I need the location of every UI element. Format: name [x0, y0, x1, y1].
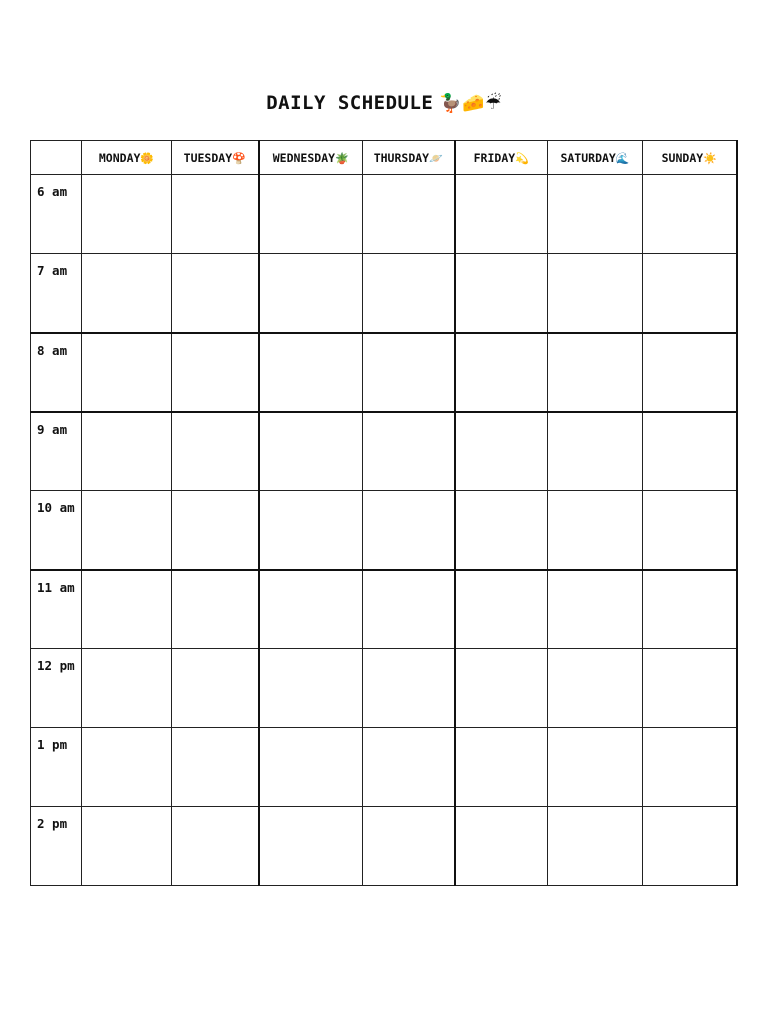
page-title [0, 92, 768, 114]
mushroom-icon: 🍄 [232, 151, 246, 165]
day-header-friday [455, 141, 548, 175]
schedule-cell[interactable] [455, 491, 548, 570]
title-emoji-icons: 🦆🧀☔ [439, 93, 502, 114]
time-row [31, 175, 737, 254]
schedule-cell[interactable] [172, 491, 259, 570]
day-header-sunday [643, 141, 737, 175]
title-text: DAILY SCHEDULE [266, 92, 434, 114]
schedule-cell[interactable] [548, 570, 643, 649]
time-label-cell: 9 am [31, 412, 82, 491]
schedule-cell[interactable] [259, 254, 363, 333]
schedule-cell[interactable] [643, 175, 737, 254]
time-label-cell: 6 am [31, 175, 82, 254]
time-row [31, 807, 737, 886]
schedule-cell[interactable] [172, 728, 259, 807]
time-label-cell: 7 am [31, 254, 82, 333]
schedule-cell[interactable] [172, 649, 259, 728]
schedule-cell[interactable] [363, 728, 455, 807]
schedule-cell[interactable] [548, 254, 643, 333]
sun-icon: ☀️ [703, 151, 717, 165]
schedule-cell[interactable] [82, 412, 172, 491]
schedule-cell[interactable] [172, 570, 259, 649]
schedule-cell[interactable] [259, 175, 363, 254]
schedule-cell[interactable] [643, 570, 737, 649]
day-header-tuesday [172, 141, 259, 175]
day-label: MONDAY [98, 150, 141, 165]
schedule-cell[interactable] [82, 175, 172, 254]
schedule-cell[interactable] [172, 807, 259, 886]
schedule-cell[interactable] [259, 412, 363, 491]
schedule-cell[interactable] [643, 649, 737, 728]
schedule-cell[interactable] [455, 333, 548, 412]
schedule-cell[interactable] [455, 175, 548, 254]
schedule-cell[interactable] [259, 333, 363, 412]
schedule-cell[interactable] [259, 807, 363, 886]
schedule-cell[interactable] [455, 649, 548, 728]
day-header-wednesday [259, 141, 363, 175]
day-header-saturday [548, 141, 643, 175]
schedule-cell[interactable] [548, 333, 643, 412]
schedule-cell[interactable] [548, 649, 643, 728]
schedule-cell[interactable] [455, 728, 548, 807]
schedule-cell[interactable] [82, 254, 172, 333]
schedule-cell[interactable] [643, 254, 737, 333]
schedule-cell[interactable] [82, 333, 172, 412]
schedule-cell[interactable] [259, 649, 363, 728]
time-row [31, 570, 737, 649]
schedule-cell[interactable] [172, 333, 259, 412]
schedule-cell[interactable] [82, 649, 172, 728]
schedule-cell[interactable] [172, 412, 259, 491]
schedule-cell[interactable] [363, 254, 455, 333]
time-row [31, 649, 737, 728]
day-label: THURSDAY [373, 150, 430, 165]
schedule-cell[interactable] [643, 412, 737, 491]
schedule-cell[interactable] [259, 491, 363, 570]
day-label: FRIDAY [473, 150, 516, 165]
day-label: SATURDAY [560, 150, 616, 165]
schedule-cell[interactable] [548, 412, 643, 491]
schedule-cell[interactable] [548, 491, 643, 570]
time-row [31, 412, 737, 491]
schedule-cell[interactable] [259, 570, 363, 649]
schedule-cell[interactable] [455, 807, 548, 886]
time-label-cell: 2 pm [31, 807, 82, 886]
flower-icon: 🌼 [140, 151, 155, 165]
planet-icon: 🪐 [429, 151, 443, 165]
schedule-cell[interactable] [363, 175, 455, 254]
schedule-cell[interactable] [643, 807, 737, 886]
time-row [31, 333, 737, 412]
time-row [31, 728, 737, 807]
time-label-cell: 10 am [31, 491, 82, 570]
schedule-table [30, 140, 738, 886]
day-header-monday [82, 141, 172, 175]
day-label: TUESDAY [183, 150, 233, 165]
schedule-cell[interactable] [455, 254, 548, 333]
schedule-cell[interactable] [363, 412, 455, 491]
time-label-cell: 12 pm [31, 649, 82, 728]
schedule-cell[interactable] [259, 728, 363, 807]
schedule-cell[interactable] [363, 491, 455, 570]
schedule-cell[interactable] [172, 254, 259, 333]
time-label-cell: 1 pm [31, 728, 82, 807]
schedule-cell[interactable] [363, 649, 455, 728]
corner-cell [31, 141, 82, 175]
potted-plant-icon: 🪴 [335, 151, 349, 165]
day-header-thursday [363, 141, 455, 175]
dizzy-star-icon: 💫 [515, 151, 529, 165]
schedule-cell[interactable] [82, 807, 172, 886]
schedule-cell[interactable] [548, 807, 643, 886]
day-label: SUNDAY [661, 150, 704, 165]
day-label: WEDNESDAY [272, 150, 336, 165]
time-row [31, 491, 737, 570]
schedule-cell[interactable] [455, 570, 548, 649]
schedule-cell[interactable] [172, 175, 259, 254]
schedule-cell[interactable] [82, 491, 172, 570]
time-row [31, 254, 737, 333]
schedule-cell[interactable] [82, 570, 172, 649]
schedule-cell[interactable] [363, 570, 455, 649]
schedule-cell[interactable] [82, 728, 172, 807]
schedule-cell[interactable] [548, 728, 643, 807]
header-row [31, 141, 737, 175]
schedule-cell[interactable] [643, 728, 737, 807]
schedule-cell[interactable] [363, 333, 455, 412]
schedule-cell[interactable] [643, 491, 737, 570]
schedule-cell[interactable] [643, 333, 737, 412]
time-label-cell: 8 am [31, 333, 82, 412]
time-label-cell: 11 am [31, 570, 82, 649]
schedule-cell[interactable] [455, 412, 548, 491]
schedule-cell[interactable] [363, 807, 455, 886]
wave-icon: 🌊 [615, 151, 630, 165]
schedule-cell[interactable] [548, 175, 643, 254]
